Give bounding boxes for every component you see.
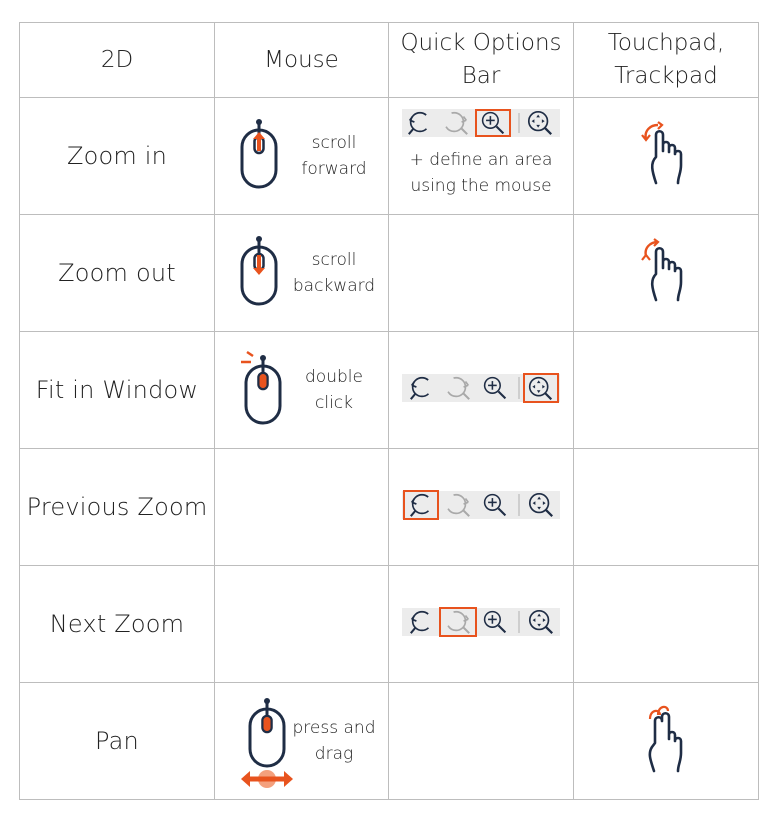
header-touchpad-line2: Trackpad [614,63,718,89]
qob-cell [389,449,574,566]
qob-cell [389,683,574,800]
row-label-cell [20,215,215,332]
table-row [20,98,759,215]
quick-options-toolbar [402,607,560,641]
mouse-icon [239,697,295,797]
touchpad-cell [574,215,759,332]
mouse-icon [239,118,279,194]
qob-cell [389,566,574,683]
header-touchpad [574,23,759,98]
drag-arrows-icon [241,770,293,788]
header-mouse: Mouse [215,23,389,98]
row-label-cell [20,98,215,215]
table-row [20,683,759,800]
qob-cell [389,332,574,449]
mouse-cell [215,98,389,215]
quick-options-toolbar [402,490,560,524]
touchpad-cell [574,566,759,683]
row-label: Fit in Window [35,376,199,404]
mouse-cell [215,566,389,683]
mouse-cell [215,449,389,566]
mouse-instruction: double click [305,367,363,413]
header-2d: 2D [20,23,215,98]
pinch-gesture-icon [638,121,694,191]
header-row [20,23,759,98]
row-label: Pan [95,727,139,755]
table-row [20,449,759,566]
header-touchpad-line1: Touchpad, [607,30,725,56]
qob-note: + define an area using the mouse [409,150,553,196]
quick-options-toolbar [402,109,560,141]
row-label: Previous Zoom [26,493,208,521]
mouse-icon [239,350,283,430]
row-label: Next Zoom [49,610,185,638]
pinch-gesture-icon [638,238,694,308]
touchpad-cell [574,98,759,215]
row-label: Zoom in [66,142,168,170]
row-label: Zoom out [58,259,176,287]
quick-options-toolbar [402,373,560,407]
two-finger-drag-icon [638,703,694,779]
touchpad-cell [574,683,759,800]
header-qob-line1: Quick Options [400,30,562,56]
mouse-cell [215,215,389,332]
mouse-cell [215,683,389,800]
touchpad-cell [574,332,759,449]
mouse-instruction: scroll backward [292,250,376,296]
navigation-table [19,22,759,800]
header-qob-line2: Bar [461,63,501,89]
qob-cell [389,215,574,332]
row-label-cell [20,683,215,800]
table-row [20,332,759,449]
row-label-cell [20,566,215,683]
table-row [20,566,759,683]
row-label-cell [20,449,215,566]
touchpad-cell [574,449,759,566]
mouse-cell [215,332,389,449]
table-row [20,215,759,332]
qob-cell [389,98,574,215]
mouse-instruction: scroll forward [301,133,367,179]
mouse-instruction: press and drag [292,718,376,764]
header-quick-options-bar [389,23,574,98]
mouse-icon [239,235,279,311]
row-label-cell [20,332,215,449]
